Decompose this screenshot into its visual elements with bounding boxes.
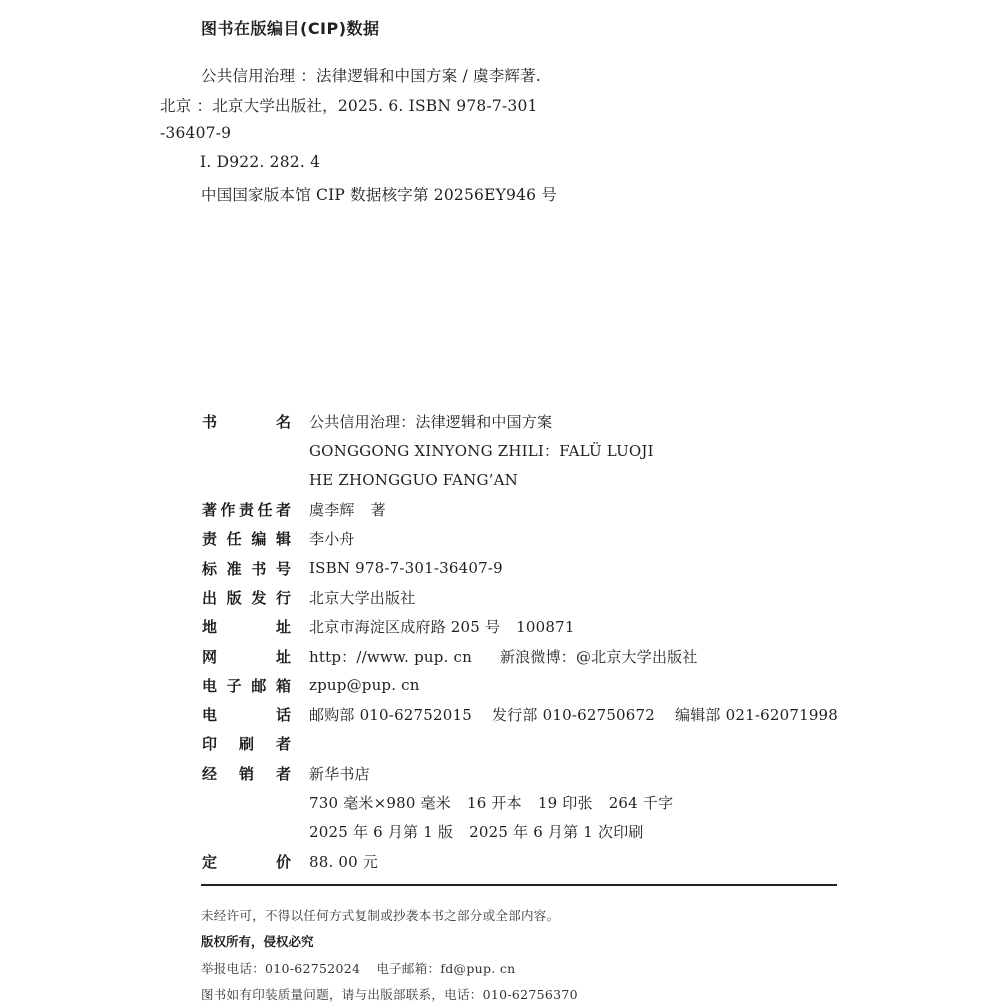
report-phone: 举报电话：010-62752024 <box>201 961 361 976</box>
printing: 2025 年 6 月第 1 次印刷 <box>469 823 644 842</box>
value-email[interactable]: zpup@pup. cn <box>309 676 420 695</box>
label-isbn: 标 准 书 号 <box>202 559 291 578</box>
info-row-address <box>202 612 842 641</box>
cip-line-isbn-cont: -36407-9 <box>160 124 232 142</box>
label-editor: 责 任 编 辑 <box>202 530 291 549</box>
divider-rule <box>201 884 837 886</box>
info-row-printer <box>202 729 842 758</box>
value-publisher: 北京大学出版社 <box>309 588 416 607</box>
phone-mail-order: 邮购部 010-62752015 <box>309 706 473 725</box>
info-row-editor <box>202 524 842 553</box>
report-contact <box>201 959 516 977</box>
label-publisher: 出 版 发 行 <box>202 588 291 607</box>
value-isbn: ISBN 978-7-301-36407-9 <box>309 559 503 578</box>
info-row-title <box>202 407 842 436</box>
address-text: 北京市海淀区成府路 205 号 <box>309 618 501 637</box>
info-row-website <box>202 641 842 670</box>
info-row-title-pinyin-2 <box>202 466 842 495</box>
info-row-author <box>202 495 842 524</box>
value-edition <box>309 821 644 842</box>
label-price: 定 价 <box>202 852 291 871</box>
label-email: 电 子 邮 箱 <box>202 676 291 695</box>
label-title: 书 名 <box>202 413 291 432</box>
value-distributor: 新华书店 <box>309 764 370 783</box>
format-kai: 16 开本 <box>466 794 522 812</box>
info-row-email <box>202 671 842 700</box>
cip-line-classification: Ⅰ. D922. 282. 4 <box>200 153 321 171</box>
cip-line-title: 公共信用治理 ：法律逻辑和中国方案 / 虞李辉著. <box>201 67 541 85</box>
weibo-handle: 新浪微博：@北京大学出版社 <box>499 647 698 666</box>
info-row-title-pinyin-1 <box>202 436 842 465</box>
label-distributor: 经 销 者 <box>202 764 291 783</box>
website-url[interactable]: http：//www. pup. cn <box>309 647 472 666</box>
value-address <box>309 616 575 637</box>
format-words: 264 千字 <box>608 794 674 812</box>
label-author: 著 作 责 任 者 <box>202 501 291 520</box>
info-row-phone <box>202 700 842 729</box>
info-row-format <box>202 788 842 817</box>
info-row-price <box>202 846 842 875</box>
value-author <box>309 499 386 520</box>
rights-reserved: 版权所有，侵权必究 <box>201 934 314 949</box>
value-editor: 李小舟 <box>309 530 355 549</box>
format-sheets: 19 印张 <box>537 794 593 812</box>
value-phone <box>309 704 838 725</box>
label-phone: 电 话 <box>202 706 291 725</box>
value-format <box>309 792 673 813</box>
cip-line-record-number: 中国国家版本馆 CIP 数据核字第 20256EY946 号 <box>201 186 558 204</box>
info-row-publisher <box>202 583 842 612</box>
cip-line-publisher: 北京 ：北京大学出版社，2025. 6. ISBN 978-7-301 <box>160 97 538 115</box>
author-role: 著 <box>370 501 386 520</box>
author-name: 虞李辉 <box>309 501 355 520</box>
info-row-isbn <box>202 553 842 582</box>
label-website: 网 址 <box>202 647 291 666</box>
quality-contact: 图书如有印装质量问题，请与出版部联系，电话：010-62756370 <box>201 987 578 1002</box>
value-price: 88. 00 元 <box>309 852 379 871</box>
label-address: 地 址 <box>202 618 291 637</box>
report-email: 电子邮箱：fd@pup. cn <box>376 961 516 976</box>
info-row-edition <box>202 817 842 846</box>
value-title-cn: 公共信用治理：法律逻辑和中国方案 <box>309 413 553 432</box>
format-size: 730 毫米×980 毫米 <box>309 794 451 812</box>
edition: 2025 年 6 月第 1 版 <box>309 823 454 842</box>
book-info-table <box>202 407 842 876</box>
value-title-pinyin-2: HE ZHONGGUO FANG’AN <box>309 471 518 490</box>
cip-heading: 图书在版编目(CIP)数据 <box>201 19 380 38</box>
copyright-notice: 未经许可，不得以任何方式复制或抄袭本书之部分或全部内容。 <box>201 908 560 923</box>
phone-editorial: 编辑部 021-62071998 <box>675 706 839 725</box>
phone-distribution: 发行部 010-62750672 <box>492 706 656 725</box>
value-website <box>309 646 698 667</box>
label-printer: 印 刷 者 <box>202 735 291 754</box>
value-title-pinyin-1: GONGGONG XINYONG ZHILI：FALÜ LUOJI <box>309 442 654 461</box>
info-row-distributor <box>202 759 842 788</box>
postcode: 100871 <box>516 618 575 637</box>
